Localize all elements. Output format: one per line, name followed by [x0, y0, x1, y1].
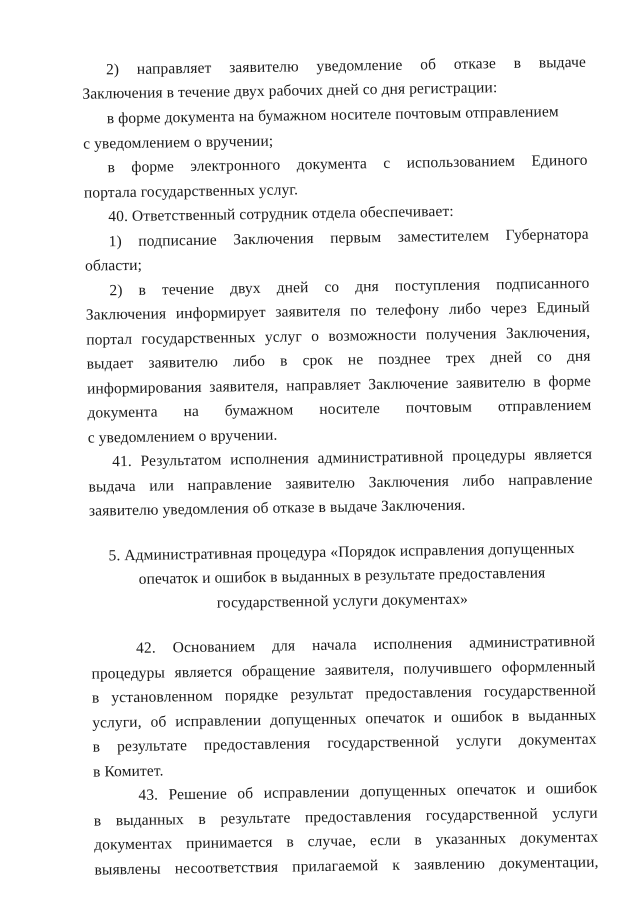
text-line: заявителю уведомления об отказе в выдаче Заключения.	[88, 496, 466, 520]
text-line: 2) направляет заявителю уведомление об отказе в выдаче	[105, 53, 587, 79]
text-line: выдача или направление заявителю Заключения либо направление	[88, 470, 593, 496]
section-heading-line: государственной услуги документах»	[216, 590, 469, 612]
section-heading-line: 5. Административная процедура «Порядок исправления допущенных	[108, 540, 575, 565]
text-line: в форме электронного документа с использованием Единого	[107, 151, 588, 177]
text-line: области;	[84, 256, 143, 275]
text-line: выявлены несоответствия прилагаемой к заявлению документации,	[94, 853, 599, 879]
text-line: 41. Результатом исполнения административной процедуры является	[112, 445, 593, 471]
text-line: услуги, об исправлении допущенных опечаток и ошибок в выданных	[92, 706, 597, 732]
text-line: Заключения информирует заявителя по телефону либо через Единый	[85, 298, 590, 324]
text-line: в Комитет.	[92, 762, 164, 781]
text-line: с уведомлением о вручении.	[87, 426, 278, 447]
section-heading-line: опечаток и ошибок в выданных в результате предоставления	[138, 564, 546, 588]
text-line: 2) в течение двух дней со дня поступления подписанного	[109, 274, 590, 300]
text-line: в установленном порядке результат предоставления государственной	[91, 681, 596, 707]
text-line: 43. Решение об исправлении допущенных опечаток и ошибок	[138, 779, 598, 804]
text-line: 40. Ответственный сотрудник отдела обеспечивает:	[108, 202, 454, 226]
text-line: документах принимается в случае, если в указанных документах	[94, 828, 599, 854]
text-line: информирования заявителя, направляет Заключение заявителю в форме	[86, 372, 592, 398]
text-line: процедуры является обращение заявителя, получившего оформленный	[91, 657, 596, 683]
text-line: Заключения в течение двух рабочих дней со дня регистрации:	[82, 79, 498, 103]
text-line: 1) подписание Заключения первым заместителем Губернатора	[108, 225, 589, 251]
text-line: в форме документа на бумажном носителе почтовым отправлением	[106, 103, 559, 128]
text-line: в выданных в результате предоставления государственной услуги	[93, 804, 598, 830]
text-line: портал государственных услуг о возможности получения Заключения,	[86, 323, 591, 349]
text-line: в результате предоставления государственной услуги документах	[92, 730, 597, 756]
text-line: документа на бумажном носителе почтовым отправлением	[87, 396, 592, 422]
text-line: с уведомлением о вручении;	[83, 132, 274, 153]
text-line: выдает заявителю либо в срок не позднее трех дней со дня	[86, 347, 591, 373]
text-line: портала государственных услуг.	[83, 181, 299, 202]
text-line: 42. Основанием для начала исполнения административной	[135, 632, 596, 657]
